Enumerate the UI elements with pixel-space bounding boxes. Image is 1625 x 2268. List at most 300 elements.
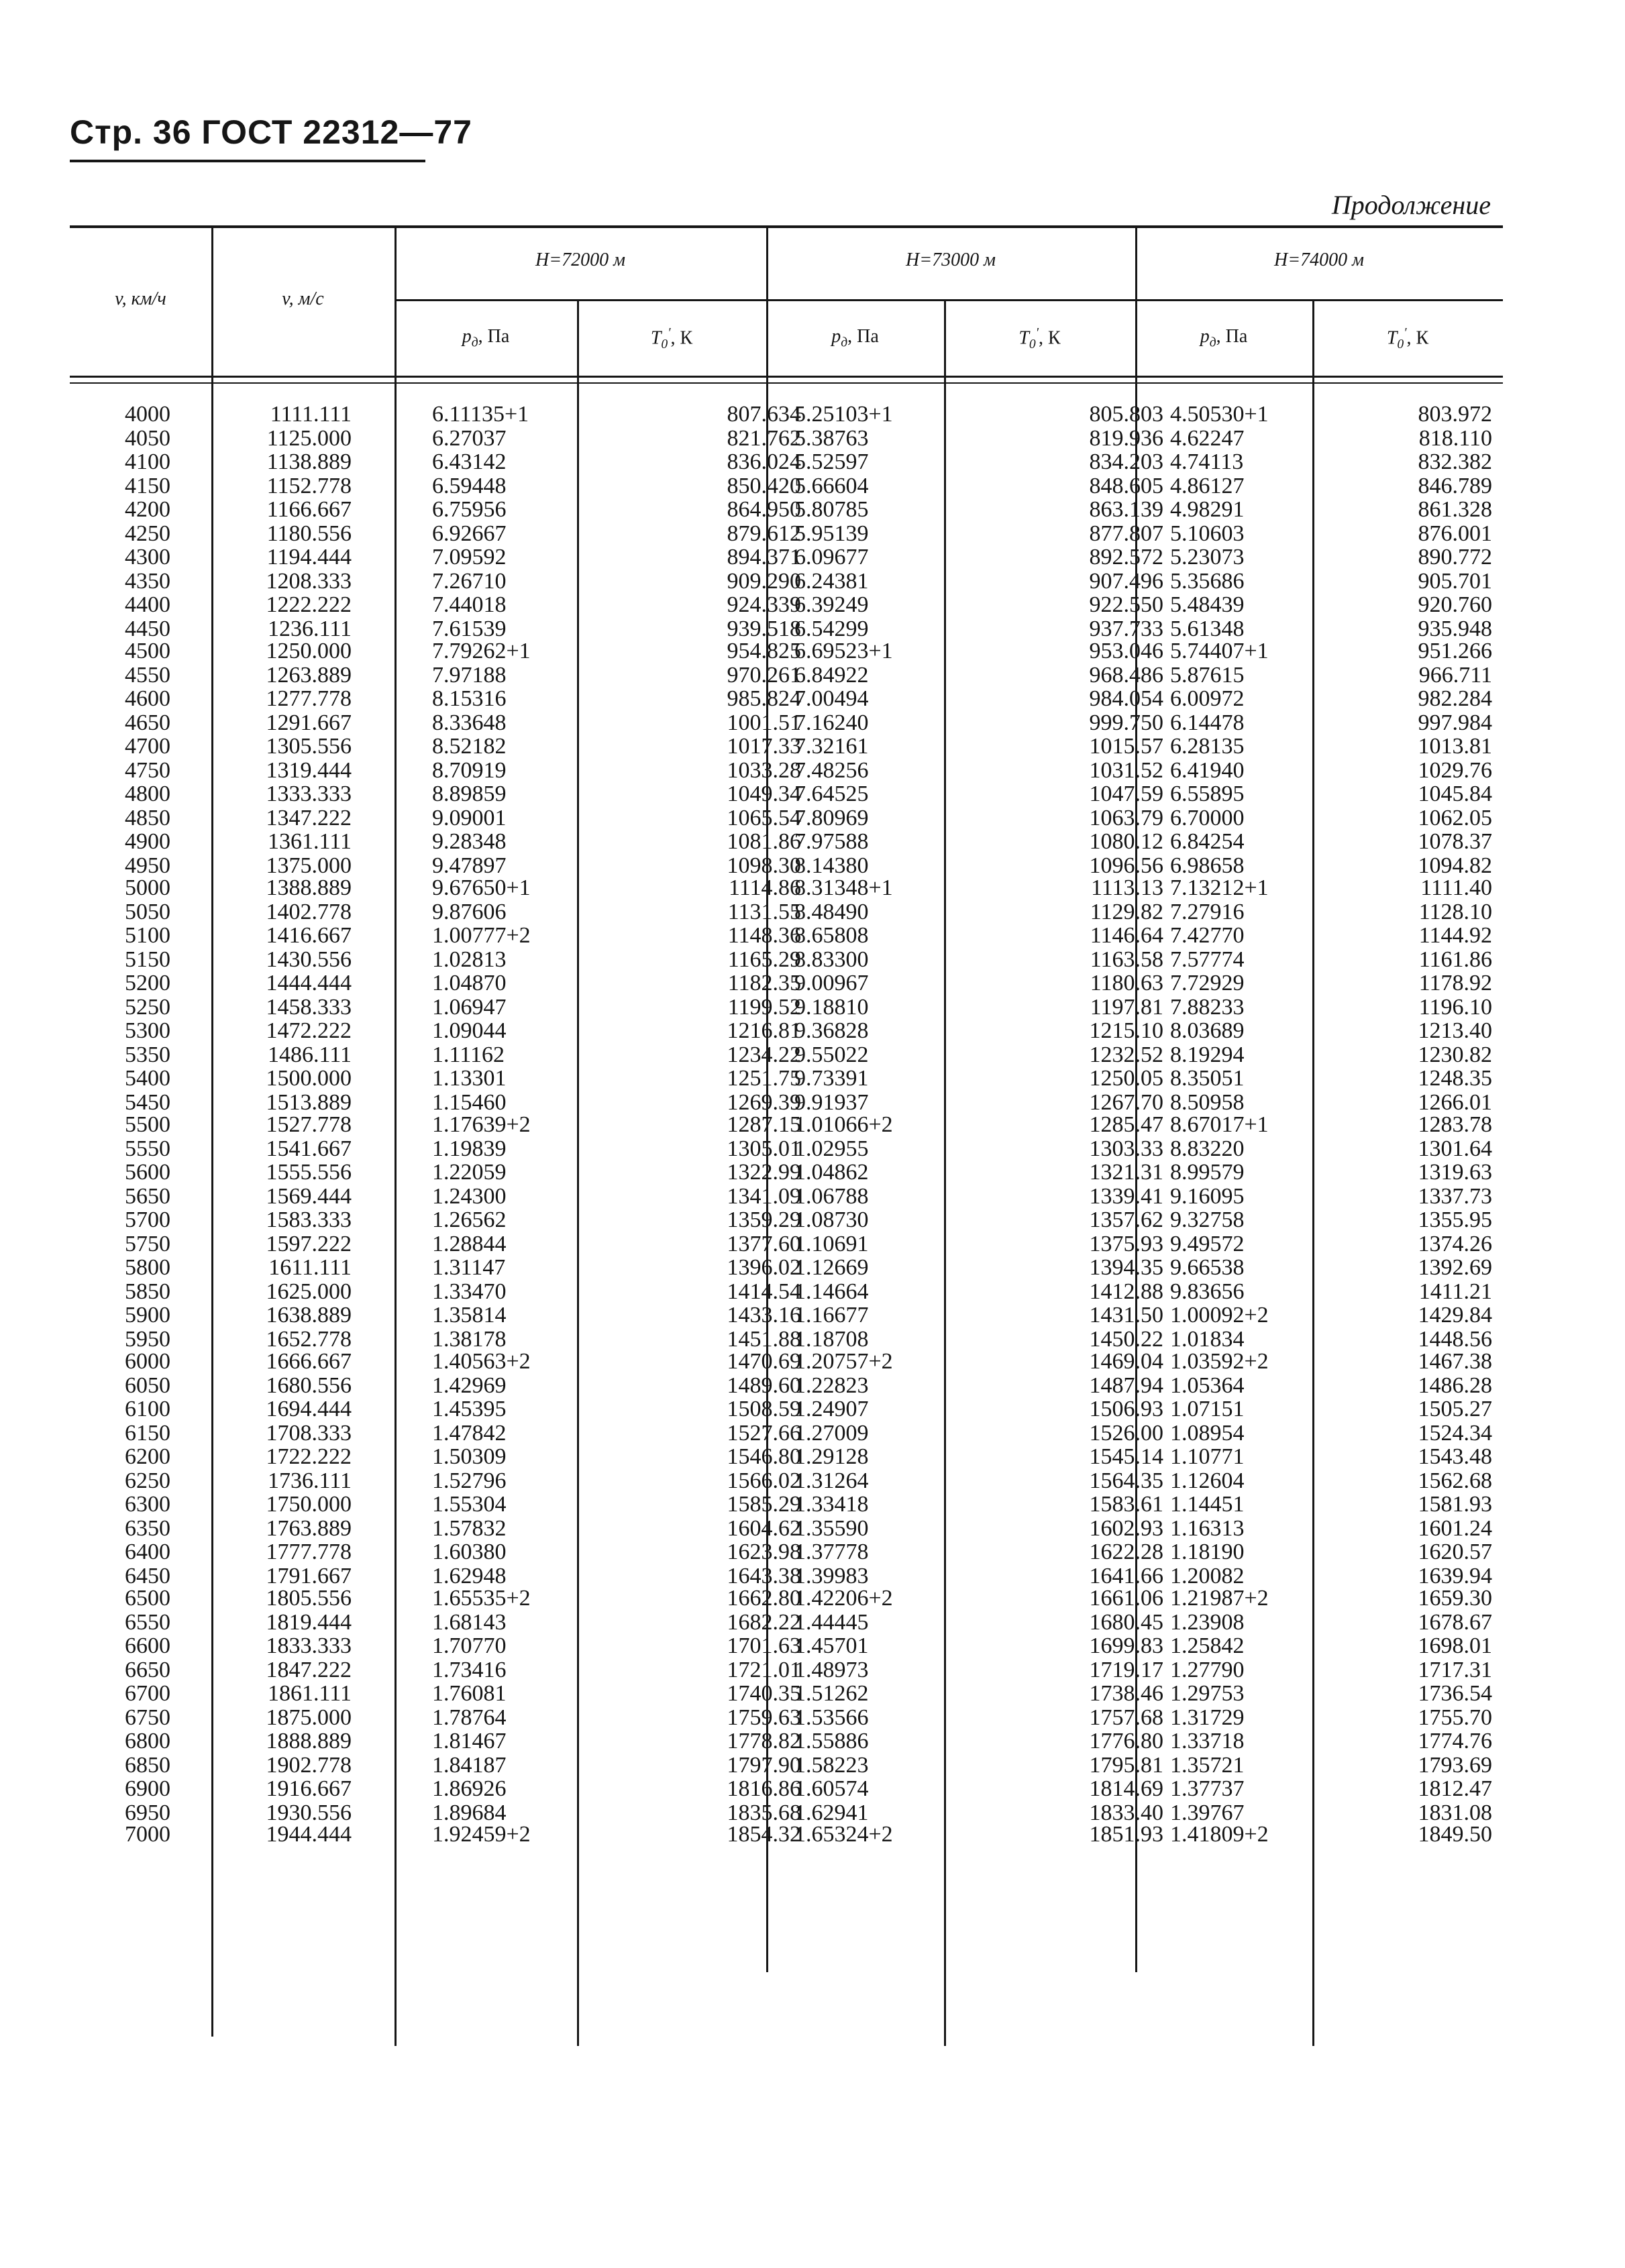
temp-74000-cell: 1812.47 — [1418, 1776, 1492, 1801]
temp-74000-cell: 1094.82 — [1418, 853, 1492, 878]
temp-72000-cell: 1662.80 — [727, 1586, 801, 1611]
temp-73000-cell: 1602.93 — [1089, 1515, 1163, 1541]
temp-72000-cell: 1081.86 — [727, 829, 801, 854]
speed-kmh-cell: 6200 — [125, 1444, 170, 1469]
table-row — [70, 1421, 1503, 1446]
header-p-73000 — [766, 326, 944, 351]
temp-74000-cell: 1448.56 — [1418, 1326, 1492, 1352]
temp-73000-cell: 953.046 — [1089, 639, 1163, 663]
table-row — [70, 1350, 1503, 1374]
speed-ms-cell: 1777.778 — [266, 1540, 352, 1564]
temp-73000-cell: 1015.57 — [1089, 734, 1163, 759]
temp-74000-cell: 861.328 — [1418, 497, 1492, 522]
header-v-kmh: v, км/ч — [115, 288, 166, 309]
temp-73000-cell: 1215.10 — [1089, 1018, 1163, 1043]
pressure-73000-cell: 1.48973 — [794, 1657, 869, 1682]
temp-72000-cell: 1414.54 — [727, 1279, 801, 1304]
pressure-74000-cell: 1.33718 — [1170, 1729, 1245, 1753]
pressure-72000-cell: 7.44018 — [432, 592, 507, 617]
pressure-72000-cell: 1.52796 — [432, 1468, 507, 1493]
speed-kmh-cell: 5200 — [125, 971, 170, 995]
pressure-73000-cell: 1.42206+2 — [794, 1586, 893, 1611]
speed-ms-cell: 1236.111 — [268, 616, 352, 641]
temp-74000-cell: 1161.86 — [1418, 947, 1492, 972]
pressure-72000-cell: 1.40563+2 — [432, 1349, 531, 1374]
pressure-73000-cell: 8.31348+1 — [794, 875, 893, 900]
pressure-72000-cell: 1.24300 — [432, 1183, 507, 1209]
pressure-72000-cell: 7.97188 — [432, 662, 507, 688]
temp-73000-cell: 1469.04 — [1089, 1349, 1163, 1374]
temp-73000-cell: 1487.94 — [1089, 1372, 1163, 1398]
pressure-74000-cell: 7.57774 — [1170, 947, 1245, 972]
temp-72000-cell: 954.825 — [727, 639, 801, 663]
table-row — [70, 1185, 1503, 1209]
pressure-74000-cell: 6.00972 — [1170, 686, 1245, 711]
temp-73000-cell: 1321.31 — [1089, 1160, 1163, 1185]
continuation-label: Продолжение — [1331, 190, 1491, 220]
temp-73000-cell: 1795.81 — [1089, 1752, 1163, 1778]
table-row — [70, 570, 1503, 594]
pressure-72000-cell: 1.00777+2 — [432, 923, 531, 948]
pressure-72000-cell: 1.84187 — [432, 1752, 507, 1778]
temp-74000-cell: 920.760 — [1418, 592, 1492, 617]
speed-kmh-cell: 6550 — [125, 1609, 170, 1635]
pressure-72000-cell: 7.79262+1 — [432, 639, 531, 663]
speed-kmh-cell: 4800 — [125, 781, 170, 806]
temp-74000-cell: 876.001 — [1418, 521, 1492, 546]
pressure-72000-cell: 1.02813 — [432, 947, 507, 972]
temp-73000-cell: 1680.45 — [1089, 1609, 1163, 1635]
pressure-72000-cell: 6.59448 — [432, 473, 507, 498]
temp-72000-cell: 1377.60 — [727, 1231, 801, 1256]
temp-72000-cell: 1216.81 — [727, 1018, 801, 1043]
pressure-74000-cell: 8.99579 — [1170, 1160, 1245, 1185]
pressure-73000-cell: 7.32161 — [794, 734, 869, 759]
pressure-72000-cell: 1.09044 — [432, 1018, 507, 1043]
temp-73000-cell: 1285.47 — [1089, 1112, 1163, 1137]
temp-73000-cell: 1339.41 — [1089, 1183, 1163, 1209]
pressure-74000-cell: 7.88233 — [1170, 994, 1245, 1020]
pressure-73000-cell: 1.29128 — [794, 1444, 869, 1469]
header-rule — [70, 160, 425, 162]
speed-kmh-cell: 4000 — [125, 402, 170, 427]
pressure-72000-cell: 6.11135+1 — [432, 402, 529, 427]
temp-73000-cell: 1063.79 — [1089, 805, 1163, 830]
row-group — [70, 876, 1503, 1114]
temp-73000-cell: 1163.58 — [1090, 947, 1163, 972]
table-header-bottom-rule — [70, 376, 1503, 384]
pressure-74000-cell: 6.84254 — [1170, 829, 1245, 854]
temp-74000-cell: 966.711 — [1418, 662, 1492, 688]
temp-72000-cell: 1182.35 — [727, 971, 801, 995]
pressure-73000-cell: 1.14664 — [794, 1279, 869, 1304]
table-row — [70, 1729, 1503, 1753]
speed-ms-cell: 1361.111 — [268, 829, 352, 854]
speed-kmh-cell: 4650 — [125, 710, 170, 735]
pressure-74000-cell: 8.50958 — [1170, 1089, 1245, 1115]
speed-ms-cell: 1569.444 — [266, 1183, 352, 1209]
pressure-73000-cell: 7.00494 — [794, 686, 869, 711]
temp-72000-cell: 850.420 — [727, 473, 801, 498]
temp-72000-cell: 1546.80 — [727, 1444, 801, 1469]
pressure-73000-cell: 1.62941 — [794, 1800, 869, 1825]
temp-73000-cell: 892.572 — [1089, 545, 1163, 570]
pressure-73000-cell: 1.12669 — [794, 1255, 869, 1280]
temp-74000-cell: 1248.35 — [1418, 1066, 1492, 1091]
speed-kmh-cell: 6050 — [125, 1372, 170, 1398]
t-prime: ′ — [668, 326, 671, 340]
table-row — [70, 1232, 1503, 1256]
temp-73000-cell: 1506.93 — [1089, 1397, 1163, 1421]
temp-74000-cell: 1301.64 — [1418, 1136, 1492, 1161]
temp-74000-cell: 1078.37 — [1418, 829, 1492, 854]
pressure-72000-cell: 7.26710 — [432, 568, 507, 594]
pressure-73000-cell: 6.39249 — [794, 592, 869, 617]
header-h-72000: H=72000 м — [535, 250, 625, 270]
temp-74000-cell: 1486.28 — [1418, 1372, 1492, 1398]
speed-kmh-cell: 6150 — [125, 1420, 170, 1446]
temp-72000-cell: 939.518 — [727, 616, 801, 641]
temp-74000-cell: 1178.92 — [1418, 971, 1492, 995]
temp-73000-cell: 1719.17 — [1089, 1657, 1163, 1682]
pressure-74000-cell: 1.16313 — [1170, 1515, 1245, 1541]
speed-kmh-cell: 5550 — [125, 1136, 170, 1161]
speed-kmh-cell: 4950 — [125, 853, 170, 878]
pressure-72000-cell: 9.87606 — [432, 899, 507, 924]
pressure-74000-cell: 6.70000 — [1170, 805, 1245, 830]
pressure-72000-cell: 1.60380 — [432, 1540, 507, 1564]
temp-74000-cell: 1429.84 — [1418, 1303, 1492, 1328]
table-row — [70, 1445, 1503, 1469]
speed-ms-cell: 1847.222 — [266, 1657, 352, 1682]
pressure-72000-cell: 8.89859 — [432, 781, 507, 806]
pressure-74000-cell: 7.72929 — [1170, 971, 1245, 995]
table-row — [70, 735, 1503, 759]
pressure-72000-cell: 1.62948 — [432, 1563, 507, 1588]
table-row — [70, 782, 1503, 806]
temp-74000-cell: 1029.76 — [1418, 757, 1492, 783]
temp-73000-cell: 1267.70 — [1089, 1089, 1163, 1115]
pressure-72000-cell: 8.52182 — [432, 734, 507, 759]
speed-ms-cell: 1791.667 — [266, 1563, 352, 1588]
p-symbol: p — [462, 326, 472, 347]
speed-kmh-cell: 4850 — [125, 805, 170, 830]
pressure-72000-cell: 1.55304 — [432, 1492, 507, 1517]
table-row — [70, 1611, 1503, 1635]
row-group — [70, 1113, 1503, 1351]
speed-ms-cell: 1347.222 — [266, 805, 352, 830]
temp-73000-cell: 1450.22 — [1089, 1326, 1163, 1352]
table-row — [70, 1374, 1503, 1398]
speed-ms-cell: 1694.444 — [266, 1397, 352, 1421]
table-row — [70, 427, 1503, 451]
temp-73000-cell: 1180.63 — [1090, 971, 1163, 995]
speed-kmh-cell: 5750 — [125, 1231, 170, 1256]
speed-ms-cell: 1944.444 — [266, 1822, 352, 1847]
temp-73000-cell: 984.054 — [1089, 686, 1163, 711]
pressure-74000-cell: 8.35051 — [1170, 1066, 1245, 1091]
temp-74000-cell: 951.266 — [1418, 639, 1492, 663]
pressure-73000-cell: 1.31264 — [794, 1468, 869, 1493]
pressure-74000-cell: 4.98291 — [1170, 497, 1245, 522]
pressure-73000-cell: 1.37778 — [794, 1540, 869, 1564]
pressure-73000-cell: 7.97588 — [794, 829, 869, 854]
pressure-74000-cell: 7.27916 — [1170, 899, 1245, 924]
pressure-74000-cell: 9.83656 — [1170, 1279, 1245, 1304]
temp-73000-cell: 1661.06 — [1089, 1586, 1163, 1611]
pressure-72000-cell: 1.50309 — [432, 1444, 507, 1469]
speed-ms-cell: 1180.556 — [266, 521, 352, 546]
speed-kmh-cell: 7000 — [125, 1822, 170, 1847]
table-row — [70, 924, 1503, 948]
pressure-74000-cell: 5.35686 — [1170, 568, 1245, 594]
table-row — [70, 1469, 1503, 1493]
pressure-73000-cell: 1.65324+2 — [794, 1822, 893, 1847]
pressure-72000-cell: 7.09592 — [432, 545, 507, 570]
speed-ms-cell: 1638.889 — [266, 1303, 352, 1328]
pressure-74000-cell: 5.23073 — [1170, 545, 1245, 570]
table-row — [70, 522, 1503, 546]
pressure-74000-cell: 1.20082 — [1170, 1563, 1245, 1588]
pressure-73000-cell: 1.51262 — [794, 1681, 869, 1706]
temp-72000-cell: 1489.60 — [727, 1372, 801, 1398]
speed-kmh-cell: 6600 — [125, 1633, 170, 1658]
pressure-74000-cell: 9.66538 — [1170, 1255, 1245, 1280]
table-row — [70, 402, 1503, 427]
table-row — [70, 1540, 1503, 1564]
speed-kmh-cell: 4200 — [125, 497, 170, 522]
temp-74000-cell: 1698.01 — [1418, 1633, 1492, 1658]
temp-72000-cell: 1470.69 — [727, 1349, 801, 1374]
temp-73000-cell: 1564.35 — [1089, 1468, 1163, 1493]
temp-74000-cell: 1355.95 — [1418, 1207, 1492, 1232]
table-row — [70, 1303, 1503, 1328]
pressure-74000-cell: 7.42770 — [1170, 923, 1245, 948]
speed-kmh-cell: 5150 — [125, 947, 170, 972]
temp-73000-cell: 1622.28 — [1089, 1540, 1163, 1564]
temp-72000-cell: 970.261 — [727, 662, 801, 688]
temp-72000-cell: 1566.02 — [727, 1468, 801, 1493]
table-row — [70, 1753, 1503, 1778]
table-row — [70, 687, 1503, 711]
temp-73000-cell: 1583.61 — [1089, 1492, 1163, 1517]
table-row — [70, 1137, 1503, 1161]
pressure-73000-cell: 9.91937 — [794, 1089, 869, 1115]
pressure-72000-cell: 6.43142 — [432, 449, 507, 474]
table-row — [70, 1280, 1503, 1304]
temp-74000-cell: 1755.70 — [1418, 1705, 1492, 1730]
temp-73000-cell: 1526.00 — [1089, 1420, 1163, 1446]
pressure-74000-cell: 1.14451 — [1170, 1492, 1245, 1517]
table-row — [70, 1586, 1503, 1611]
temp-73000-cell: 1129.82 — [1090, 899, 1163, 924]
temp-72000-cell: 1797.90 — [727, 1752, 801, 1778]
pressure-74000-cell: 4.50530+1 — [1170, 402, 1269, 427]
temp-72000-cell: 1148.36 — [727, 923, 801, 948]
pressure-73000-cell: 1.18708 — [794, 1326, 869, 1352]
speed-ms-cell: 1305.556 — [266, 734, 352, 759]
pressure-72000-cell: 1.22059 — [432, 1160, 507, 1185]
header-t-74000 — [1312, 326, 1503, 352]
pressure-74000-cell: 1.07151 — [1170, 1397, 1245, 1421]
header-t-72000 — [577, 326, 766, 352]
temp-72000-cell: 1322.99 — [727, 1160, 801, 1185]
temp-74000-cell: 1283.78 — [1418, 1112, 1492, 1137]
pressure-74000-cell: 1.21987+2 — [1170, 1586, 1269, 1611]
temp-72000-cell: 1251.75 — [727, 1066, 801, 1091]
p-unit: , Па — [478, 326, 510, 347]
pressure-73000-cell: 1.02955 — [794, 1136, 869, 1161]
header-h-74000: H=74000 м — [1274, 250, 1364, 270]
table-row — [70, 971, 1503, 995]
temp-72000-cell: 1778.82 — [727, 1729, 801, 1753]
temp-74000-cell: 890.772 — [1418, 545, 1492, 570]
pressure-72000-cell: 1.57832 — [432, 1515, 507, 1541]
table-row — [70, 1328, 1503, 1352]
speed-kmh-cell: 5950 — [125, 1326, 170, 1352]
speed-kmh-cell: 5850 — [125, 1279, 170, 1304]
table-row — [70, 450, 1503, 474]
speed-ms-cell: 1375.000 — [266, 853, 352, 878]
pressure-74000-cell: 4.74113 — [1170, 449, 1244, 474]
speed-ms-cell: 1722.222 — [266, 1444, 352, 1469]
speed-ms-cell: 1861.111 — [268, 1681, 352, 1706]
temp-72000-cell: 836.024 — [727, 449, 801, 474]
table-row — [70, 806, 1503, 830]
speed-kmh-cell: 5100 — [125, 923, 170, 948]
temp-74000-cell: 1111.40 — [1420, 875, 1492, 900]
speed-ms-cell: 1458.333 — [266, 994, 352, 1020]
temp-74000-cell: 1524.34 — [1418, 1420, 1492, 1446]
temp-72000-cell: 879.612 — [727, 521, 801, 546]
temp-73000-cell: 1776.80 — [1089, 1729, 1163, 1753]
pressure-73000-cell: 1.01066+2 — [794, 1112, 893, 1137]
temp-73000-cell: 1851.93 — [1089, 1822, 1163, 1847]
table-row — [70, 498, 1503, 522]
speed-ms-cell: 1291.667 — [266, 710, 352, 735]
temp-73000-cell: 848.605 — [1089, 473, 1163, 498]
pressure-73000-cell: 1.55886 — [794, 1729, 869, 1753]
pressure-72000-cell: 1.89684 — [432, 1800, 507, 1825]
pressure-73000-cell: 1.44445 — [794, 1609, 869, 1635]
t-symbol: T — [650, 327, 662, 349]
pressure-72000-cell: 1.31147 — [432, 1255, 506, 1280]
speed-ms-cell: 1250.000 — [266, 639, 352, 663]
pressure-72000-cell: 1.45395 — [432, 1397, 507, 1421]
temp-72000-cell: 1721.01 — [727, 1657, 801, 1682]
pressure-72000-cell: 1.47842 — [432, 1420, 507, 1446]
pressure-73000-cell: 1.24907 — [794, 1397, 869, 1421]
temp-73000-cell: 805.803 — [1089, 402, 1163, 427]
header-p-74000 — [1135, 326, 1312, 351]
header-v-ms: v, м/с — [282, 288, 324, 309]
pressure-74000-cell: 8.03689 — [1170, 1018, 1245, 1043]
temp-73000-cell: 877.807 — [1089, 521, 1163, 546]
temp-74000-cell: 1144.92 — [1418, 923, 1492, 948]
pressure-74000-cell: 1.01834 — [1170, 1326, 1245, 1352]
pressure-73000-cell: 6.84922 — [794, 662, 869, 688]
speed-ms-cell: 1583.333 — [266, 1207, 352, 1232]
temp-72000-cell: 1643.38 — [727, 1563, 801, 1588]
table-row — [70, 759, 1503, 783]
speed-kmh-cell: 6450 — [125, 1563, 170, 1588]
table-row — [70, 1777, 1503, 1801]
temp-74000-cell: 1467.38 — [1418, 1349, 1492, 1374]
table-top-rule — [70, 225, 1503, 228]
temp-73000-cell: 1431.50 — [1089, 1303, 1163, 1328]
pressure-72000-cell: 8.33648 — [432, 710, 507, 735]
table-row — [70, 617, 1503, 641]
pressure-72000-cell: 8.70919 — [432, 757, 507, 783]
speed-ms-cell: 1111.111 — [270, 402, 352, 427]
temp-73000-cell: 834.203 — [1089, 449, 1163, 474]
pressure-73000-cell: 7.16240 — [794, 710, 869, 735]
speed-kmh-cell: 6750 — [125, 1705, 170, 1730]
temp-72000-cell: 1623.98 — [727, 1540, 801, 1564]
temp-72000-cell: 1065.54 — [727, 805, 801, 830]
pressure-72000-cell: 7.61539 — [432, 616, 507, 641]
pressure-72000-cell: 1.28844 — [432, 1231, 507, 1256]
temp-73000-cell: 1412.88 — [1089, 1279, 1163, 1304]
speed-kmh-cell: 6100 — [125, 1397, 170, 1421]
speed-ms-cell: 1875.000 — [266, 1705, 352, 1730]
temp-74000-cell: 1374.26 — [1418, 1231, 1492, 1256]
pressure-74000-cell: 8.67017+1 — [1170, 1112, 1269, 1137]
pressure-74000-cell: 7.13212+1 — [1170, 875, 1269, 900]
header-h-73000: H=73000 м — [906, 250, 996, 270]
speed-ms-cell: 1555.556 — [266, 1160, 352, 1185]
table-row — [70, 1564, 1503, 1588]
speed-ms-cell: 1680.556 — [266, 1372, 352, 1398]
pressure-72000-cell: 6.75956 — [432, 497, 507, 522]
pressure-74000-cell: 1.18190 — [1170, 1540, 1245, 1564]
table-row — [70, 711, 1503, 735]
temp-74000-cell: 1849.50 — [1418, 1822, 1492, 1847]
temp-74000-cell: 1717.31 — [1418, 1657, 1492, 1682]
table-row — [70, 663, 1503, 688]
pressure-74000-cell: 5.10603 — [1170, 521, 1245, 546]
temp-74000-cell: 1581.93 — [1418, 1492, 1492, 1517]
t-unit: , К — [1038, 327, 1061, 349]
temp-72000-cell: 1359.29 — [727, 1207, 801, 1232]
speed-kmh-cell: 4700 — [125, 734, 170, 759]
pressure-72000-cell: 1.17639+2 — [432, 1112, 531, 1137]
temp-72000-cell: 1269.39 — [727, 1089, 801, 1115]
row-group — [70, 1823, 1503, 1847]
table-row — [70, 474, 1503, 498]
temp-74000-cell: 1659.30 — [1418, 1586, 1492, 1611]
pressure-74000-cell: 1.23908 — [1170, 1609, 1245, 1635]
table-row — [70, 1658, 1503, 1682]
speed-ms-cell: 1194.444 — [266, 545, 352, 570]
t-prime: ′ — [1035, 326, 1039, 340]
temp-74000-cell: 1793.69 — [1418, 1752, 1492, 1778]
pressure-74000-cell: 9.16095 — [1170, 1183, 1245, 1209]
pressure-73000-cell: 5.38763 — [794, 425, 869, 451]
temp-73000-cell: 1080.12 — [1089, 829, 1163, 854]
speed-kmh-cell: 5300 — [125, 1018, 170, 1043]
temp-72000-cell: 924.339 — [727, 592, 801, 617]
pressure-74000-cell: 4.62247 — [1170, 425, 1245, 451]
temp-73000-cell: 922.550 — [1089, 592, 1163, 617]
pressure-73000-cell: 6.24381 — [794, 568, 869, 594]
temp-74000-cell: 1392.69 — [1418, 1255, 1492, 1280]
pressure-72000-cell: 1.13301 — [432, 1066, 507, 1091]
speed-ms-cell: 1222.222 — [266, 592, 352, 617]
speed-ms-cell: 1541.667 — [266, 1136, 352, 1161]
t-prime: ′ — [1404, 326, 1407, 340]
table-row — [70, 1706, 1503, 1730]
